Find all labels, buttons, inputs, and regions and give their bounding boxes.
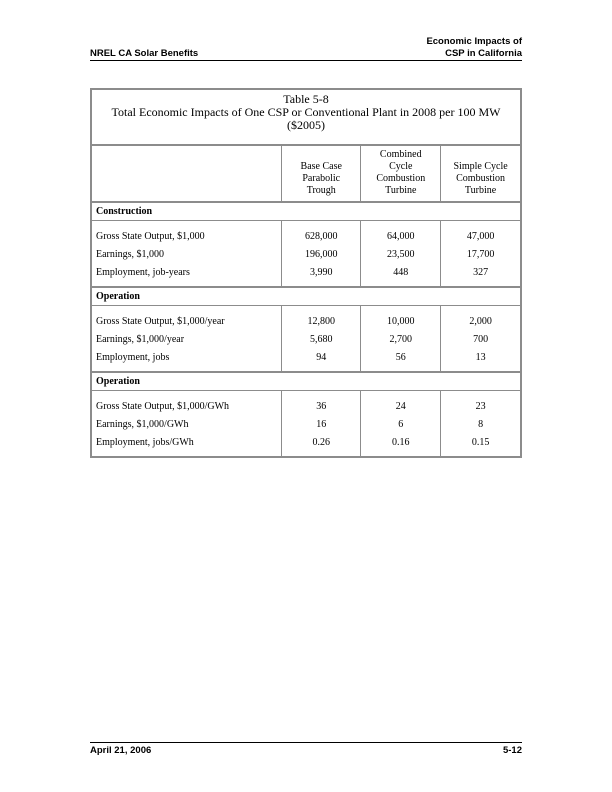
row-label: Employment, job-years [96, 266, 190, 278]
column-header-line: Turbine [385, 185, 417, 196]
cell-value: 23,500 [361, 245, 441, 263]
cell-value: 2,700 [361, 330, 441, 348]
column-header-line [286, 149, 356, 161]
data-table [92, 146, 520, 456]
cell-value: 10,000 [361, 306, 441, 331]
section-header-construction [92, 202, 520, 221]
cell-value: 196,000 [282, 245, 361, 263]
cell-value: 327 [441, 263, 520, 287]
cell-value: 13 [441, 348, 520, 372]
cell-value: 2,000 [441, 306, 520, 331]
cell-value: 23 [441, 391, 520, 416]
table-row [92, 263, 520, 287]
section-title: Operation [92, 287, 520, 306]
column-header-label [92, 146, 282, 202]
column-header-line: Combustion [376, 173, 426, 184]
cell-value: 36 [282, 391, 361, 416]
table-caption [92, 90, 520, 146]
cell-value: 8 [441, 415, 520, 433]
cell-value: 3,990 [282, 263, 361, 287]
row-label: Earnings, $1,000/GWh [96, 418, 189, 430]
cell-value: 6 [361, 415, 441, 433]
row-label: Earnings, $1,000 [96, 248, 165, 260]
table-row [92, 433, 520, 456]
column-header-line: Cycle [389, 161, 413, 172]
header-right-title [426, 36, 522, 60]
table-row [92, 348, 520, 372]
cell-value: 12,800 [282, 306, 361, 331]
cell-value: 56 [361, 348, 441, 372]
column-header-base-case [282, 146, 361, 202]
row-label: Employment, jobs/GWh [96, 436, 194, 448]
column-header-line: Base Case [300, 161, 342, 172]
header-right-line1: Economic Impacts of [426, 36, 522, 47]
column-header-line: Parabolic [302, 173, 341, 184]
column-header-line: Turbine [464, 185, 497, 196]
header-left-title: NREL CA Solar Benefits [90, 48, 199, 59]
section-header-operation-per-gwh [92, 372, 520, 391]
cell-value: 5,680 [282, 330, 361, 348]
table-title: Total Economic Impacts of One CSP or Conventional Plant in 2008 per 100 MW [111, 105, 501, 119]
section-header-operation [92, 287, 520, 306]
column-header-line: Trough [306, 185, 336, 196]
cell-value: 628,000 [282, 221, 361, 246]
column-header-combined-cycle [361, 146, 441, 202]
cell-value: 16 [282, 415, 361, 433]
section-title: Construction [92, 202, 520, 221]
table-row [92, 245, 520, 263]
column-header-row [92, 146, 520, 202]
row-label: Earnings, $1,000/year [96, 333, 185, 345]
row-label: Gross State Output, $1,000 [96, 230, 205, 242]
economic-impacts-table [90, 88, 522, 458]
footer-date: April 21, 2006 [90, 745, 152, 756]
table-row [92, 330, 520, 348]
section-title: Operation [92, 372, 520, 391]
table-row [92, 391, 520, 416]
footer-page-number: 5-12 [502, 745, 522, 756]
header-right-line2: CSP in California [445, 48, 522, 59]
column-header-line: Simple Cycle [453, 161, 508, 172]
cell-value: 0.15 [441, 433, 520, 456]
cell-value: 17,700 [441, 245, 520, 263]
column-header-line: Combustion [456, 173, 506, 184]
header-rule [90, 60, 522, 61]
cell-value: 0.26 [282, 433, 361, 456]
row-label: Employment, jobs [96, 351, 170, 363]
cell-value: 64,000 [361, 221, 441, 246]
cell-value: 448 [361, 263, 441, 287]
cell-value: 700 [441, 330, 520, 348]
cell-value: 47,000 [441, 221, 520, 246]
cell-value: 94 [282, 348, 361, 372]
row-label: Gross State Output, $1,000/year [96, 315, 225, 327]
row-label: Gross State Output, $1,000/GWh [96, 400, 230, 412]
footer-rule [90, 742, 522, 743]
table-row [92, 415, 520, 433]
column-header-line [445, 149, 516, 161]
table-number: Table 5-8 [283, 92, 329, 106]
column-header-line: Combined [379, 149, 422, 160]
cell-value: 24 [361, 391, 441, 416]
table-row [92, 221, 520, 246]
table-row [92, 306, 520, 331]
column-header-simple-cycle [441, 146, 520, 202]
cell-value: 0.16 [361, 433, 441, 456]
table-units: ($2005) [287, 118, 325, 132]
